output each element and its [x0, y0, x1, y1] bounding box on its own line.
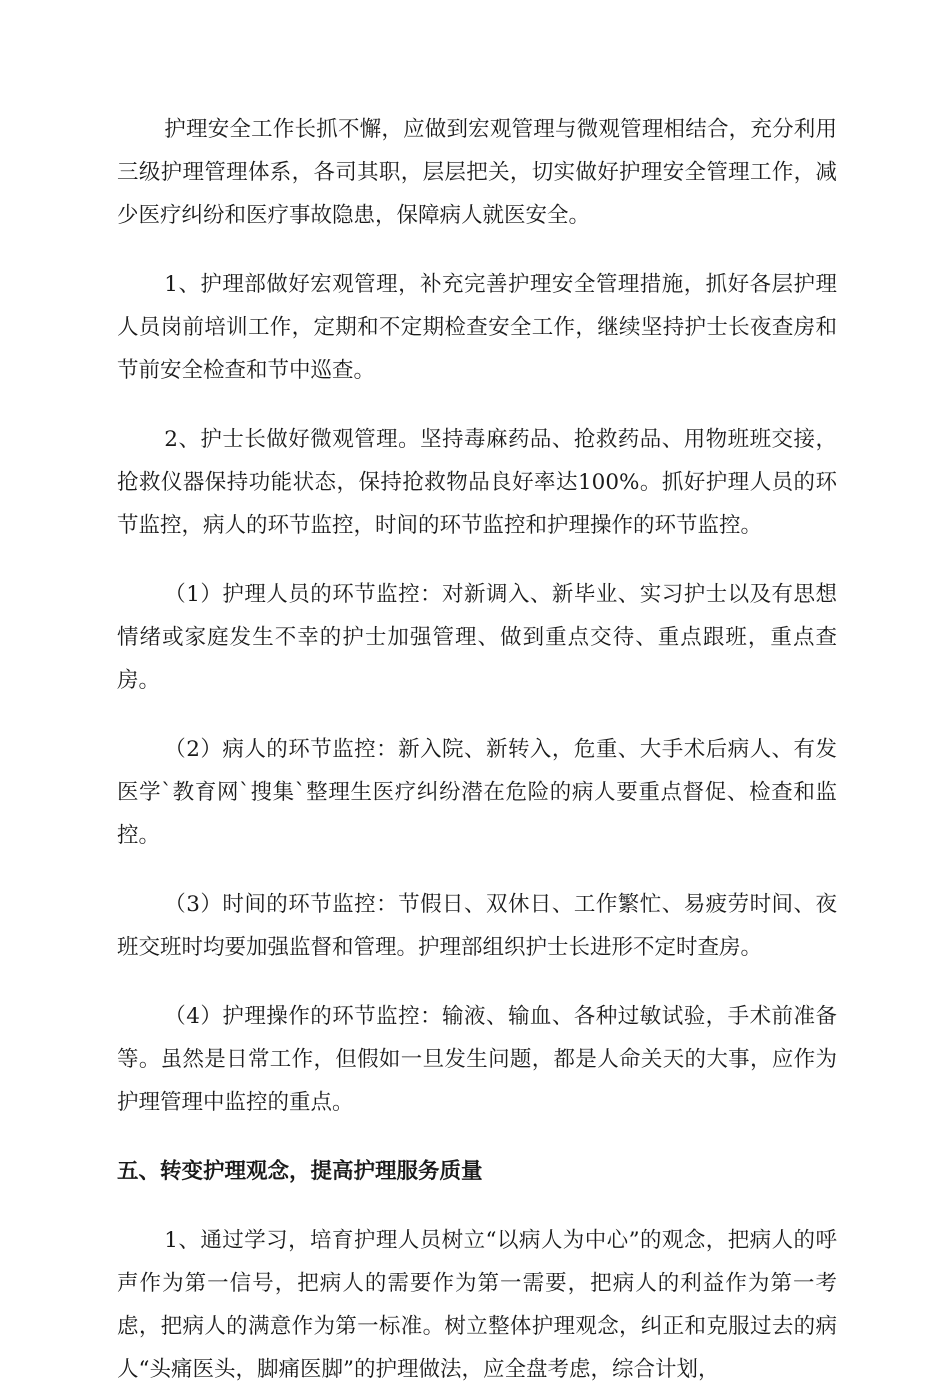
paragraph-subitem-4: （4）护理操作的环节监控：输液、输血、各种过敏试验，手术前准备等。虽然是日常工作，但假如一旦发生问题，都是人命关天的大事，应作为护理管理中监控的重点。 — [117, 1004, 837, 1115]
document-body — [117, 108, 837, 1391]
paragraph-subitem-2: （2）病人的环节监控：新入院、新转入，危重、大手术后病人、有发医学`教育网`搜集`整理生医疗纠纷潜在危险的病人要重点督促、检查和监控。 — [117, 737, 837, 848]
paragraph-subitem-3: （3）时间的环节监控：节假日、双休日、工作繁忙、易疲劳时间、夜班交班时均要加强监督和管理。护理部组织护士长进形不定时查房。 — [117, 892, 837, 960]
paragraph-item-1: 1、护理部做好宏观管理，补充完善护理安全管理措施，抓好各层护理人员岗前培训工作，定期和不定期检查安全工作，继续坚持护士长夜查房和节前安全检查和节中巡查。 — [117, 272, 837, 383]
paragraph-subitem-1: （1）护理人员的环节监控：对新调入、新毕业、实习护士以及有思想情绪或家庭发生不幸的护士加强管理、做到重点交待、重点跟班，重点查房。 — [117, 582, 837, 693]
paragraph-section5-item-1: 1、通过学习，培育护理人员树立“以病人为中心”的观念，把病人的呼声作为第一信号，把病人的需要作为第一需要，把病人的利益作为第一考虑，把病人的满意作为第一标准。树立整体护理观念，纠正和克服过去的病人“头痛医头，脚痛医脚”的护理做法，应全盘考虑，综合计划， — [117, 1228, 837, 1382]
paragraph-intro: 护理安全工作长抓不懈，应做到宏观管理与微观管理相结合，充分利用三级护理管理体系，各司其职，层层把关，切实做好护理安全管理工作，减少医疗纠纷和医疗事故隐患，保障病人就医安全。 — [117, 117, 837, 228]
section-heading-5: 五、转变护理观念，提高护理服务质量 — [117, 1159, 483, 1184]
paragraph-item-2: 2、护士长做好微观管理。坚持毒麻药品、抢救药品、用物班班交接，抢救仪器保持功能状态，保持抢救物品良好率达100%。抓好护理人员的环节监控，病人的环节监控，时间的环节监控和护理操作的环节监控。 — [117, 427, 837, 538]
